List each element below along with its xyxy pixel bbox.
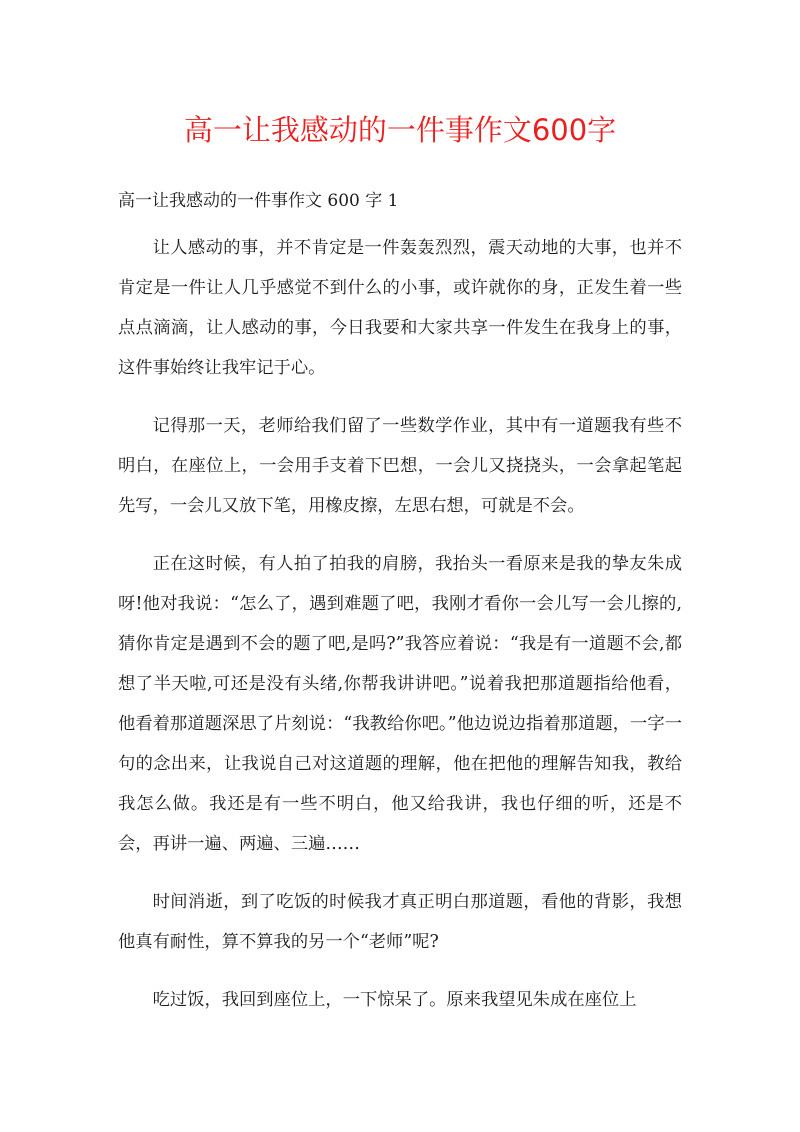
article-body [118, 228, 682, 1038]
document-title: 高一让我感动的一件事作文600字 [183, 113, 617, 147]
paragraph-4: 时间消逝，到了吃饭的时候我才真正明白那道题，看他的背影，我想他真有耐性，算不算我的另一个“老师”呢? [118, 892, 682, 952]
paragraph-5: 吃过饭，我回到座位上，一下惊呆了。原来我望见朱成在座位上 [152, 990, 637, 1010]
section-heading: 高一让我感动的一件事作文 600 字 1 [118, 191, 399, 211]
paragraph-3: 正在这时候，有人拍了拍我的肩膀，我抬头一看原来是我的挚友朱成呀!他对我说：“怎么了，遇到难题了吧，我刚才看你一会儿写一会儿擦的,猜你肯定是遇到不会的题了吧,是吗?”我答应着说：“我是有一道题不会,都想了半天啦,可还是没有头绪,你帮我讲讲吧。”说着我把那道题指给他看，他看着那道题深思了片刻说：“我教给你吧。”他边说边指着那道题，一字一句的念出来，让我说自己对这道题的理解，他在把他的理解告知我，教给我怎么做。我还是有一些不明白，他又给我讲，我也仔细的听，还是不会，再讲一遍、两遍、三遍…… [118, 554, 682, 854]
paragraph-2: 记得那一天，老师给我们留了一些数学作业，其中有一道题我有些不明白，在座位上，一会用手支着下巴想，一会儿又挠挠头，一会拿起笔起先写，一会儿又放下笔，用橡皮擦，左思右想，可就是不会。 [118, 416, 682, 516]
paragraph-1: 让人感动的事，并不肯定是一件轰轰烈烈，震天动地的大事，也并不肯定是一件让人几乎感觉不到什么的小事，或许就你的身，正发生着一些点点滴滴，让人感动的事，今日我要和大家共享一件发生在我身上的事，这件事始终让我牢记于心。 [118, 238, 682, 378]
